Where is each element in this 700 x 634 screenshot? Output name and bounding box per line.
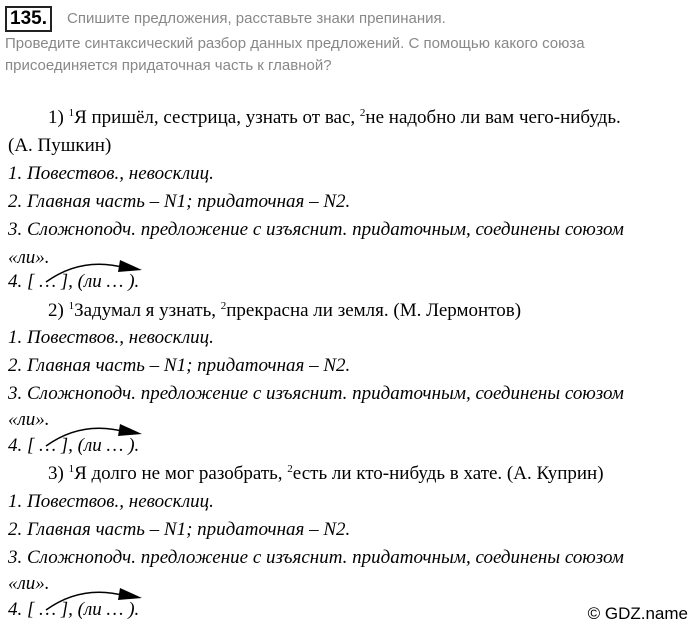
analysis-2-line3b: «ли». — [8, 409, 50, 430]
scheme-2 — [8, 434, 139, 458]
task-instruction-line1: Спишите предложения, расставьте знаки препинания. — [67, 10, 446, 27]
analysis-1-line2: 2. Главная часть – N1; придаточная – N2. — [8, 191, 351, 212]
part-marker: 1 — [68, 463, 75, 475]
sentence-1-part1: Я пришёл, сестрица, узнать от вас, — [74, 107, 360, 128]
arc-arrow-icon — [42, 256, 152, 286]
sentence-1-author: (А. Пушкин) — [8, 135, 112, 156]
part-marker: 1 — [68, 107, 75, 119]
analysis-1-line1: 1. Повествов., невосклиц. — [8, 163, 214, 184]
part-marker: 2 — [287, 463, 293, 475]
sentence-2-part1: Задумал я узнать, — [74, 300, 221, 321]
analysis-1-line3b: «ли». — [8, 247, 50, 268]
sentence-3 — [48, 462, 604, 486]
analysis-2-line2: 2. Главная часть – N1; придаточная – N2. — [8, 355, 351, 376]
analysis-2-line3: 3. Сложноподч. предложение с изъяснит. придаточным, соединены союзом — [8, 383, 624, 404]
analysis-3-line3: 3. Сложноподч. предложение с изъяснит. придаточным, соединены союзом — [8, 547, 624, 568]
analysis-3-line3b: «ли». — [8, 573, 50, 594]
scheme-3-text: 4. [ … ], (ли … ). — [8, 599, 140, 620]
arc-arrow-icon — [42, 584, 152, 614]
sentence-3-part2: есть ли кто-нибудь в хате. (А. Куприн) — [292, 463, 604, 484]
sentence-1 — [48, 106, 621, 130]
scheme-3 — [8, 598, 139, 622]
analysis-1-line3: 3. Сложноподч. предложение с изъяснит. придаточным, соединены союзом — [8, 219, 624, 240]
sentence-2-part2: прекрасна ли земля. (М. Лермонтов) — [226, 300, 522, 321]
sentence-1-part2: не надобно ли вам чего-нибудь. — [365, 107, 621, 128]
watermark: © GDZ.name — [587, 604, 688, 623]
arc-arrow-icon — [42, 420, 152, 450]
task-instruction-line2: Проведите синтаксический разбор данных предложений. С помощью какого союза присоединяется придаточная часть к главной? — [5, 35, 585, 74]
sentence-2 — [48, 299, 521, 323]
analysis-2-line1: 1. Повествов., невосклиц. — [8, 327, 214, 348]
scheme-2-text: 4. [ … ], (ли … ). — [8, 435, 140, 456]
scheme-1 — [8, 270, 139, 294]
analysis-3-line1: 1. Повествов., невосклиц. — [8, 491, 214, 512]
sentence-3-number: 3) — [48, 463, 69, 484]
part-marker: 2 — [359, 107, 366, 119]
part-marker: 1 — [68, 300, 75, 312]
task-number: 135. — [5, 6, 52, 32]
sentence-3-part1: Я долго не мог разобрать, — [74, 463, 288, 484]
sentence-2-number: 2) — [48, 300, 69, 321]
analysis-3-line2: 2. Главная часть – N1; придаточная – N2. — [8, 519, 351, 540]
sentence-1-number: 1) — [48, 107, 69, 128]
part-marker: 2 — [220, 300, 227, 312]
scheme-1-text: 4. [ … ], (ли … ). — [8, 271, 140, 292]
